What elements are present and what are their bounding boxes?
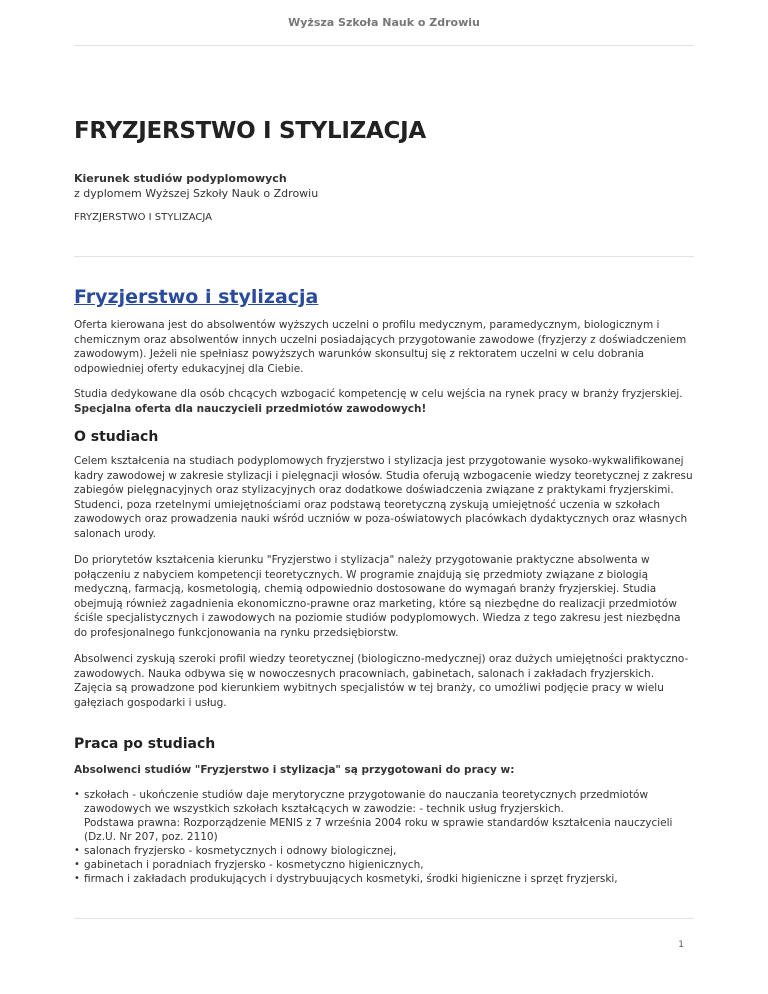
career-intro: Absolwenci studiów "Fryzjerstwo i stylizacja" są przygotowani do pracy w: <box>74 764 515 776</box>
section-intro <box>74 286 694 416</box>
subtitle-bold: Kierunek studiów podyplomowych <box>74 172 287 185</box>
section-heading-link[interactable]: Fryzjerstwo i stylizacja <box>74 286 319 308</box>
subtitle-block <box>74 171 694 223</box>
section-about <box>74 429 694 710</box>
list-item-text: szkołach - ukończenie studiów daje merytoryczne przygotowanie do nauczania teoretycznych przedmiotów zawodowych we wszystkich szkołach kształcących w zawodzie: - technik usług fryzjerskich. <box>84 788 649 815</box>
about-heading: O studiach <box>74 429 159 445</box>
page-number: 1 <box>678 940 684 950</box>
list-item: • firmach i zakładach produkujących i dystrybuujących kosmetyki, środki higieniczne i sprzęt fryzjerski, <box>74 872 694 886</box>
small-title: FRYZJERSTWO I STYLIZACJA <box>74 212 212 223</box>
section-divider <box>74 256 694 257</box>
subtitle-normal: z dyplomem Wyższej Szkoły Nauk o Zdrowiu <box>74 187 319 200</box>
list-item: • gabinetach i poradniach fryzjersko - kosmetyczno higienicznych, <box>74 858 694 872</box>
title-block <box>74 118 694 144</box>
about-paragraph-3: Absolwenci zyskują szeroki profil wiedzy teoretycznej (biologiczno-medycznej) oraz dużych umiejętności praktyczno-zawodowych. Nauka odbywa się w nowoczesnych pracowniach, gabinetach, salonach i zakładach fryzjerskich. Zajęcia są prowadzone pod kierunkiem wybitnych specjalistów w tej branży, co umożliwi podjęcie pracy w wielu gałęziach gospodarki i usług. <box>74 653 689 709</box>
list-item <box>74 788 694 844</box>
about-paragraph-2: Do priorytetów kształcenia kierunku "Fryzjerstwo i stylizacja" należy przygotowanie praktyczne absolwenta w połączeniu z nabyciem kompetencji teoretycznych. W programie znajdują się przedmioty związane z biologią medyczną, farmacją, kosmetologią, chemią odpowiednio dostosowane do wymagań branży fryzjerskiej. Studia obejmują również zagadnienia ekonomiczno-prawne oraz marketing, które są niezbędne do realizacji przedmiotów ściśle specjalistycznych i zawodowych na poziomie studiów podyplomowych. Wiedza z tego zakresu jest niezbędna do profesjonalnego funkcjonowania na rynku przedsiębiorstw. <box>74 554 681 639</box>
page-header-title: Wyższa Szkoła Nauk o Zdrowiu <box>288 16 480 29</box>
special-offer-text: Specjalna oferta dla nauczycieli przedmiotów zawodowych! <box>74 402 427 415</box>
career-heading: Praca po studiach <box>74 736 216 752</box>
about-paragraph-1: Celem kształcenia na studiach podyplomowych fryzjerstwo i stylizacja jest przygotowanie wysoko-wykwalifikowanej kadry zawodowej w zakresie stylizacji i pielęgnacji włosów. Studia oferują wzbogacenie wiedzy teoretycznej z zakresu zabiegów pielęgnacyjnych oraz stylizacyjnych oraz dodatkowe doświadczenia związane z praktykami fryzjerskimi. Studenci, poza rzetelnymi umiejętnościami oraz podstawą teoretyczną zyskują umiejętność uczenia w szkołach zawodowych oraz prowadzenia nauki wśród uczniów w poza-oświatowych placówkach dydaktycznych oraz własnych salonach urody. <box>74 455 693 540</box>
page-title: FRYZJERSTWO I STYLIZACJA <box>74 118 426 144</box>
career-list <box>74 788 694 886</box>
footer-divider <box>74 918 694 919</box>
list-item-legal-basis: Podstawa prawna: Rozporządzenie MENIS z 7 września 2004 roku w sprawie standardów kształcenia nauczycieli (Dz.U. Nr 207, poz. 2110) <box>84 816 673 843</box>
intro-paragraph: Oferta kierowana jest do absolwentów wyższych uczelni o profilu medycznym, paramedycznym, biologicznym i chemicznym oraz absolwentów innych uczelni posiadających przygotowanie zawodowe (fryzjerzy z doświadczeniem zawodowym). Jeżeli nie spełniasz powyższych warunków skonsultuj się z rektoratem uczelni w celu dobrania odpowiedniej oferty edukacyjnej dla Ciebie. <box>74 319 687 375</box>
dedication-paragraph <box>74 387 694 416</box>
header-divider <box>74 45 694 46</box>
section-career <box>74 736 694 886</box>
dedication-text: Studia dedykowane dla osób chcących wzbogacić kompetencję w celu wejścia na rynek pracy w branży fryzjerskiej. <box>74 388 683 400</box>
list-item: • salonach fryzjersko - kosmetycznych i odnowy biologicznej, <box>74 844 694 858</box>
